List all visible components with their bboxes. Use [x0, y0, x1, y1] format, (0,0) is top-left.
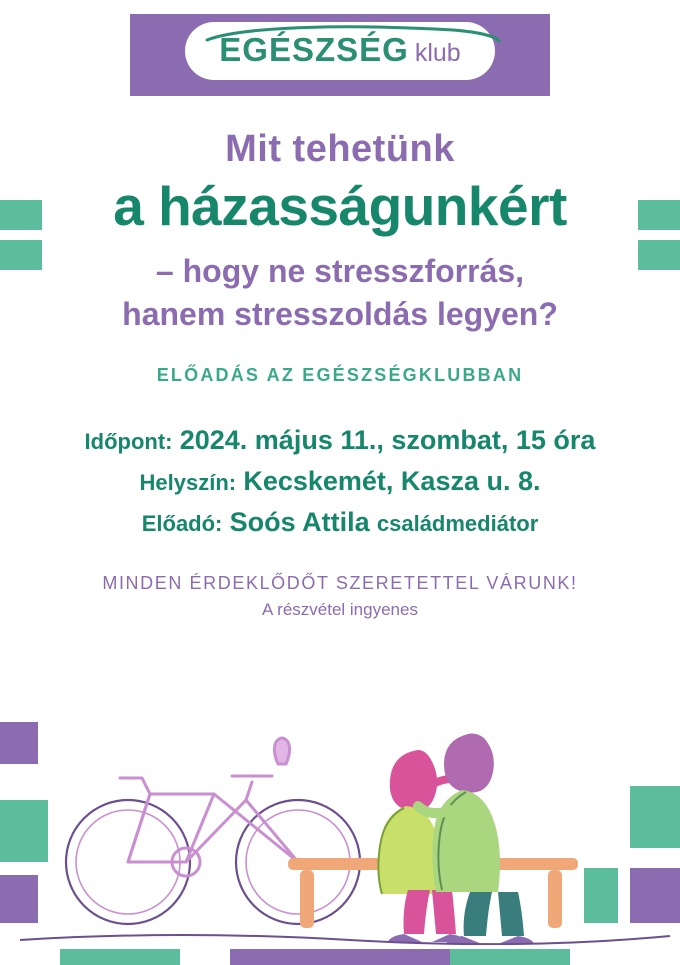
- detail-row-venue: [0, 461, 680, 502]
- footer-line-2: A részvétel ingyenes: [262, 599, 418, 619]
- detail-value-date: 2024. május 11., szombat, 15 óra: [179, 424, 596, 455]
- detail-row-speaker: [0, 502, 680, 543]
- decor-bottom-left: [60, 949, 180, 965]
- bicycle-icon: [66, 738, 360, 924]
- headline-line-3a: – hogy ne stresszforrás,: [155, 253, 525, 290]
- headline-line-3b: hanem stresszoldás legyen?: [122, 295, 558, 332]
- footer-line-1: MINDEN ÉRDEKLŐDŐT SZERETETTEL VÁRUNK!: [102, 572, 578, 593]
- subtitle: ELŐADÁS AZ EGÉSZSÉGKLUBBAN: [156, 364, 524, 385]
- logo: [0, 22, 680, 80]
- logo-sub-text: klub: [414, 39, 461, 67]
- detail-label-venue: Helyszín:: [139, 469, 237, 495]
- decor-bottom-purple: [230, 949, 450, 965]
- event-details: [0, 420, 680, 543]
- poster-content: [0, 128, 680, 620]
- headline-line-2: a házasságunkért: [113, 175, 567, 237]
- detail-trail-speaker: családmediátor: [376, 510, 539, 536]
- ground-line: [20, 935, 670, 944]
- detail-value-venue: Kecskemét, Kasza u. 8.: [243, 465, 541, 496]
- detail-value-speaker: Soós Attila: [229, 506, 370, 537]
- detail-label-speaker: Előadó:: [141, 510, 223, 536]
- illustration-couple-bicycle: [0, 690, 680, 945]
- decor-bottom-green: [450, 949, 570, 965]
- logo-pill: [185, 22, 494, 80]
- headline-line-1: Mit tehetünk: [225, 128, 455, 170]
- detail-label-date: Időpont:: [84, 428, 173, 454]
- logo-main-text: EGÉSZSÉG: [219, 31, 409, 68]
- detail-row-date: [0, 420, 680, 461]
